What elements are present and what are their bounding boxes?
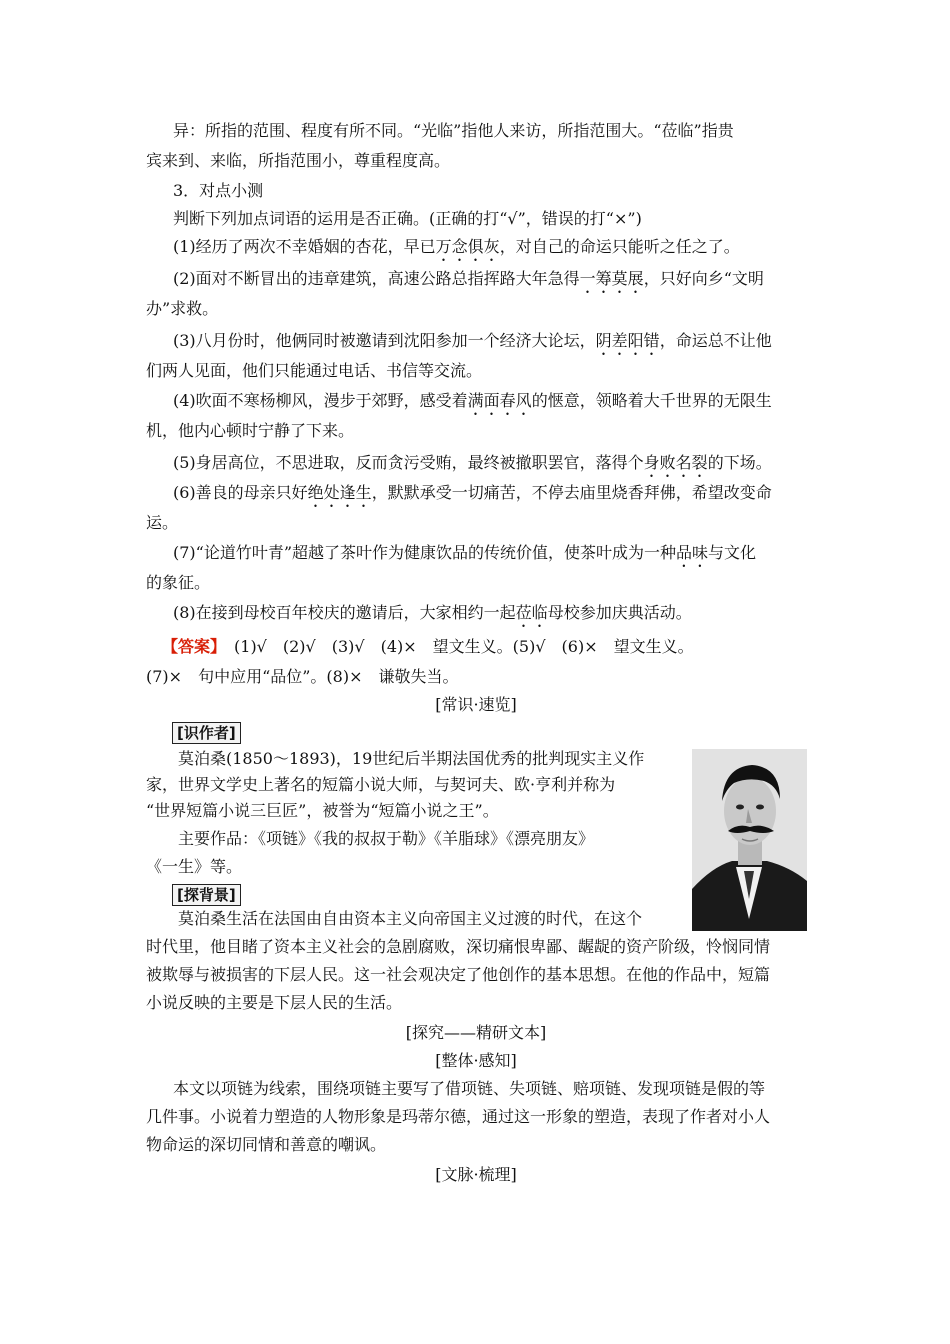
section-heading: [常识·速览] bbox=[435, 695, 517, 714]
subheading: 3．对点小测 bbox=[173, 181, 264, 200]
author-heading: [识作者] bbox=[172, 718, 832, 748]
text-line: 们两人见面，他们只能通过电话、书信等交流。 bbox=[146, 361, 483, 380]
question-item: (6)善良的母亲只好绝处逢生，默默承受一切痛苦，不停去庙里烧香拜佛，希望改变命 bbox=[173, 483, 772, 502]
text-line: 运。 bbox=[146, 513, 179, 532]
question-item: (7)“论道竹叶青”超越了茶叶作为健康饮品的传统价值，使茶叶成为一种品味与文化 bbox=[173, 543, 757, 562]
text-line: 主要作品：《项链》《我的叔叔于勒》《羊脂球》《漂亮朋友》 bbox=[178, 829, 595, 848]
question-item: (8)在接到母校百年校庆的邀请后，大家相约一起莅临母校参加庆典活动。 bbox=[173, 603, 692, 622]
answer-line: (7)× 句中应用“品位”。(8)× 谦敬失当。 bbox=[146, 667, 459, 686]
text-line: 的象征。 bbox=[146, 573, 211, 592]
background-heading: [探背景] bbox=[172, 880, 832, 910]
text-line: 办”求救。 bbox=[146, 299, 219, 318]
text-line: 莫泊桑(1850～1893)，19世纪后半期法国优秀的批判现实主义作 bbox=[178, 749, 645, 768]
dotted-phrase: 一筹莫展 bbox=[579, 269, 644, 288]
text-line: 宾来到、来临，所指范围小，尊重程度高。 bbox=[146, 151, 451, 170]
text-line: 《一生》等。 bbox=[146, 857, 243, 876]
dotted-phrase: 身败名裂 bbox=[643, 453, 708, 472]
section-heading: [整体·感知] bbox=[435, 1051, 517, 1070]
question-item: (1)经历了两次不幸婚姻的杏花，早已万念俱灰，对自己的命运只能听之任之了。 bbox=[173, 237, 740, 256]
section-heading: [探究——精研文本] bbox=[405, 1023, 547, 1042]
dotted-phrase: 品味 bbox=[676, 543, 709, 562]
text-line: 时代里，他目睹了资本主义社会的急剧腐败，深切痛恨卑鄙、龌龊的资产阶级，怜悯同情 bbox=[146, 937, 771, 956]
question-item: (3)八月份时，他俩同时被邀请到沈阳参加一个经济大论坛，阴差阳错，命运总不让他 bbox=[173, 331, 772, 350]
dotted-phrase: 绝处逢生 bbox=[307, 483, 372, 502]
text-line: 被欺辱与被损害的下层人民。这一社会观决定了他创作的基本思想。在他的作品中，短篇 bbox=[146, 965, 771, 984]
text-line: 小说反映的主要是下层人民的生活。 bbox=[146, 993, 403, 1012]
section-heading: [文脉·梳理] bbox=[435, 1165, 517, 1184]
instruction: 判断下列加点词语的运用是否正确。(正确的打“√”，错误的打“×”) bbox=[173, 209, 642, 228]
answer-tag: 【答案】 bbox=[162, 637, 227, 656]
dotted-phrase: 阴差阳错 bbox=[595, 331, 660, 350]
question-item: (2)面对不断冒出的违章建筑，高速公路总指挥路大年急得一筹莫展，只好向乡“文明 bbox=[173, 269, 764, 288]
text-line: 几件事。小说着力塑造的人物形象是玛蒂尔德，通过这一形象的塑造，表现了作者对小人 bbox=[146, 1107, 771, 1126]
dotted-phrase: 莅临 bbox=[515, 603, 548, 622]
question-item: (5)身居高位，不思进取，反而贪污受贿，最终被撤职罢官，落得个身败名裂的下场。 bbox=[173, 453, 772, 472]
text-line: “世界短篇小说三巨匠”，被誉为“短篇小说之王”。 bbox=[146, 801, 499, 820]
text-line: 机，他内心顿时宁静了下来。 bbox=[146, 421, 355, 440]
question-item: (4)吹面不寒杨柳风，漫步于郊野，感受着满面春风的惬意，领略着大千世界的无限生 bbox=[173, 391, 772, 410]
text-line: 莫泊桑生活在法国由自由资本主义向帝国主义过渡的时代，在这个 bbox=[178, 909, 643, 928]
text-line: 异：所指的范围、程度有所不同。“光临”指他人来访，所指范围大。“莅临”指贵 bbox=[173, 121, 734, 140]
text-line: 家，世界文学史上著名的短篇小说大师，与契诃夫、欧·亨利并称为 bbox=[146, 775, 616, 794]
answer-line: 【答案】 (1)√ (2)√ (3)√ (4)× 望文生义。(5)√ (6)× 望文生义。 bbox=[162, 637, 694, 656]
dotted-phrase: 满面春风 bbox=[467, 391, 532, 410]
text-line: 本文以项链为线索，围绕项链主要写了借项链、失项链、赔项链、发现项链是假的等 bbox=[173, 1079, 766, 1098]
dotted-phrase: 万念俱灰 bbox=[435, 237, 500, 256]
text-line: 物命运的深切同情和善意的嘲讽。 bbox=[146, 1135, 387, 1154]
